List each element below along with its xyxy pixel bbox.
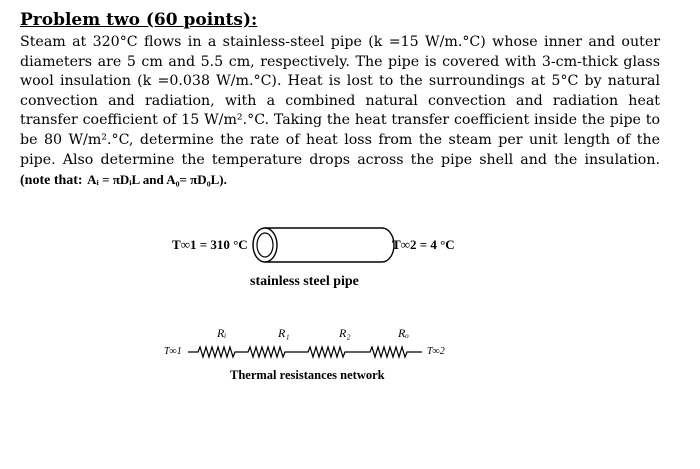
resistor-label-r1: R₁ xyxy=(278,326,290,340)
pipe-figure xyxy=(160,220,480,300)
resistor-label-ro: Rₒ xyxy=(398,326,409,340)
resistor-chain xyxy=(160,318,490,368)
problem-paragraph xyxy=(20,33,660,191)
network-right-end: T∞2 xyxy=(427,346,445,357)
resistor-label-ri: Rᵢ xyxy=(217,326,227,340)
inner-fluid-temperature: T∞1 = 310 °C xyxy=(172,237,248,252)
network-caption: Thermal resistances network xyxy=(230,368,385,382)
resistor-label-r2: R₂ xyxy=(339,326,351,340)
note-label: (note that: xyxy=(20,173,83,189)
note-equation: Aᵢ = πDᵢL and A₀= πD₀L). xyxy=(87,172,227,188)
network-left-end: T∞1 xyxy=(164,346,182,357)
outer-fluid-temperature: T∞2 = 4 °C xyxy=(392,237,455,252)
pipe-caption: stainless steel pipe xyxy=(250,274,359,289)
thermal-network xyxy=(160,318,490,388)
problem-block xyxy=(20,10,660,191)
problem-statement: Steam at 320°C flows in a stainless-steel pipe (k =15 W/m.°C) whose inner and outer diameters are 5 cm and 5.5 cm, respectively. The pipe is covered with 3-cm-thick glass wool insulation (k =0.038 W/m.°C). Heat is lost to the surroundings at 5°C by natural convection and radiation, with a combined natural convection and radiation heat transfer coefficient of 15 W/m².°C. Taking the heat transfer coefficient inside the pipe to be 80 W/m².°C, determine the rate of heat loss from the steam per unit length of the pipe. Also determine the temperature drops across the pipe shell and the insulation. xyxy=(20,34,660,168)
problem-title: Problem two (60 points): xyxy=(20,10,258,30)
